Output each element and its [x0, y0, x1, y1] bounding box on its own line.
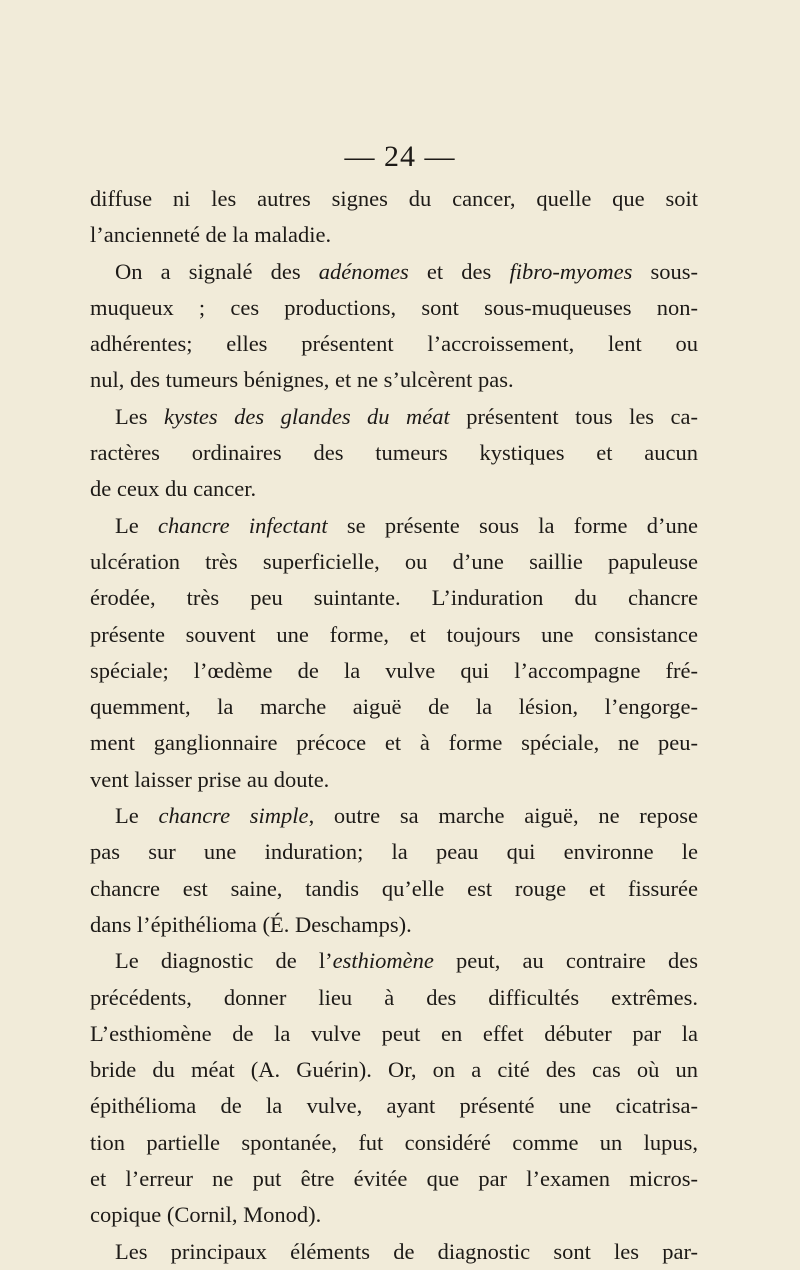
text-line: Le chancre infectant se présente sous la forme d’une	[115, 512, 698, 538]
text-line: Le diagnostic de l’esthiomène peut, au contraire des	[115, 948, 698, 974]
text-line: ulcération très superficielle, ou d’une saillie papuleuse	[90, 548, 698, 574]
text-line: adhérentes; elles présentent l’accroissement, lent ou	[90, 331, 698, 357]
text-line: Les kystes des glandes du méat présentent tous les ca-	[115, 403, 698, 429]
text-line: précédents, donner lieu à des difficultés extrêmes.	[90, 984, 698, 1010]
text-line: et l’erreur ne put être évitée que par l’examen micros-	[90, 1166, 698, 1192]
text-line: Le chancre simple, outre sa marche aiguë, ne repose	[115, 803, 698, 829]
text-line: pas sur une induration; la peau qui environne le	[90, 839, 698, 865]
italic-term: chancre infectant	[157, 512, 328, 538]
text-line: ment ganglionnaire précoce et à forme spéciale, ne peu-	[90, 730, 698, 756]
text-line: diffuse ni les autres signes du cancer, quelle que soit	[90, 186, 698, 211]
text-line: vent laisser prise au doute.	[90, 766, 330, 792]
italic-term: fibro-myomes	[509, 258, 633, 284]
italic-term: adénomes	[318, 258, 409, 284]
text-line: On a signalé des adénomes et des fibro-myomes sous-	[115, 258, 698, 284]
text-line: spéciale; l’œdème de la vulve qui l’accompagne fré-	[90, 657, 698, 683]
text-line: Les principaux éléments de diagnostic sont les par-	[115, 1238, 698, 1264]
text-line: érodée, très peu suintante. L’induration du chancre	[90, 585, 698, 611]
text-line: tion partielle spontanée, fut considéré comme un lupus,	[90, 1129, 698, 1155]
text-line: L’esthiomène de la vulve peut en effet débuter par la	[90, 1020, 698, 1046]
italic-term: esthiomène	[332, 948, 434, 974]
text-line: ractères ordinaires des tumeurs kystiques et aucun	[90, 440, 698, 466]
italic-term: kystes des glandes du méat	[163, 403, 450, 429]
text-line: bride du méat (A. Guérin). Or, on a cité des cas où un	[90, 1057, 698, 1083]
text-line: de ceux du cancer.	[90, 476, 257, 502]
text-line: présente souvent une forme, et toujours une consistance	[90, 621, 698, 647]
page-number: — 24 —	[344, 140, 456, 173]
text-line: muqueux ; ces productions, sont sous-muqueuses non-	[90, 294, 698, 320]
text-line: dans l’épithélioma (É. Deschamps).	[90, 911, 412, 937]
text-line: l’ancienneté de la maladie.	[90, 222, 332, 248]
text-line: copique (Cornil, Monod).	[90, 1202, 322, 1228]
text-line: chancre est saine, tandis qu’elle est rouge et fissurée	[90, 875, 698, 901]
text-line: quemment, la marche aiguë de la lésion, l’engorge-	[90, 694, 698, 720]
italic-term: chancre simple	[158, 803, 309, 829]
text-line: épithélioma de la vulve, ayant présenté une cicatrisa-	[90, 1093, 698, 1119]
body-text	[90, 181, 698, 1270]
text-line: nul, des tumeurs bénignes, et ne s’ulcèrent pas.	[90, 367, 514, 393]
